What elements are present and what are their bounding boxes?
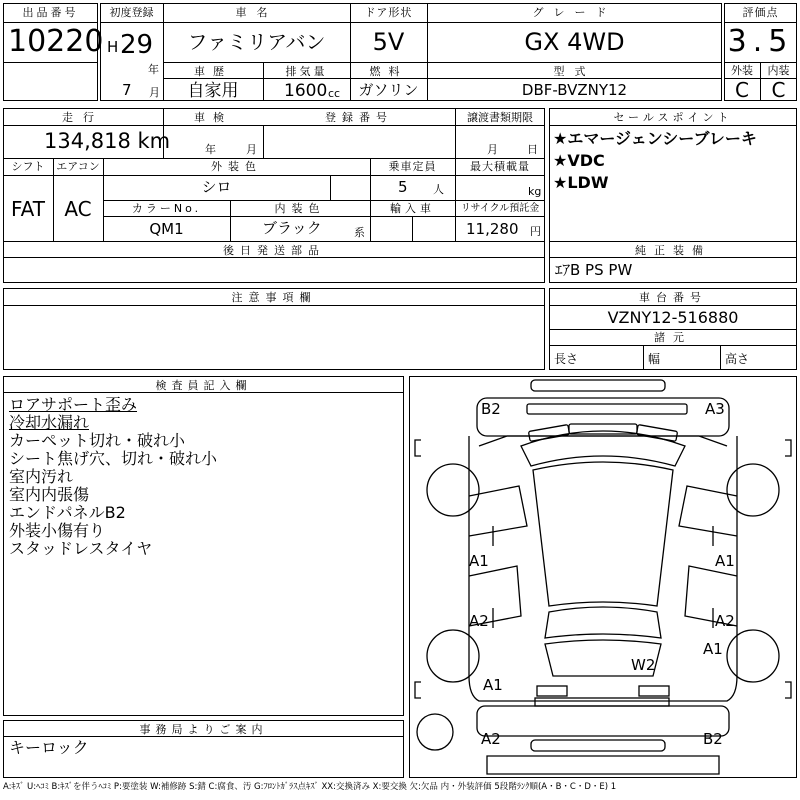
mileage-label: 走行 (62, 111, 104, 124)
capacity: 5 (398, 178, 408, 196)
damage-mark: A2 (715, 612, 735, 630)
inspector-line: カーペット切れ・破れ小 (9, 431, 186, 450)
legend: A:ｷｽﾞ U:ﾍｺﾐ B:ｷｽﾞを伴うﾍｺﾐ P:要塗装 W:補修跡 S:錆 C:腐食、汚 G:ﾌﾛﾝﾄｶﾞﾗｽ点ｷｽﾞ XX:交換済み X:要交換 欠:欠品 内・外装評価 5段階ﾗﾝｸ順(A・B・C・D・E) 1 (3, 782, 617, 792)
lot-number-label: 出品番号 (22, 6, 79, 19)
inspector-line: スタッドレスタイヤ (9, 539, 153, 558)
office-note: キーロック (9, 738, 89, 757)
mileage: 134,818 km (44, 129, 171, 153)
lot-number: 10220 (8, 24, 104, 59)
roof (533, 462, 673, 606)
office-label: 事務局よりご案内 (139, 723, 268, 736)
damage-mark: B2 (703, 730, 723, 748)
damage-mark: A1 (703, 640, 723, 658)
damage-mark: B2 (481, 400, 501, 418)
width-label: 幅 (648, 352, 661, 366)
transfer-day-unit: 日 (527, 143, 538, 156)
model: DBF-BVZNY12 (521, 81, 628, 99)
grade: GX 4WD (524, 28, 625, 56)
inspector-label: 検査員記入欄 (155, 379, 252, 392)
damage-mark: W2 (631, 656, 656, 674)
int-color-suffix: 系 (354, 226, 365, 239)
car-name: ファミリアバン (187, 30, 326, 54)
inspector-line: 室内内張傷 (9, 485, 90, 504)
body-outline (469, 436, 737, 701)
notes-label: 注意事項欄 (231, 291, 317, 304)
model-label: 型式 (553, 65, 596, 78)
month-unit: 月 (149, 86, 160, 99)
ac: AC (64, 197, 92, 221)
damage-mark: A2 (469, 612, 489, 630)
inspector-line: 室内汚れ (9, 467, 74, 486)
damage-mark: A3 (705, 400, 725, 418)
damage-mark: A2 (481, 730, 501, 748)
fuel: ガソリン (358, 81, 419, 99)
era: H (107, 38, 119, 56)
wheel-rear-right (727, 630, 779, 682)
rear-bumper-box (477, 706, 729, 736)
ext-grade-label: 外装 (731, 64, 753, 77)
inspection-month-unit: 月 (246, 143, 257, 156)
int-grade: C (771, 78, 786, 102)
sales-points-label: セールスポイント (613, 111, 733, 124)
import-label: 輸入車 (390, 202, 435, 215)
color-no: QM1 (149, 220, 184, 238)
chassis-label: 車台番号 (639, 291, 707, 304)
inspector-line: ロアサポート歪み (9, 395, 138, 414)
ext-grade: C (735, 78, 749, 102)
damage-mark: A1 (483, 676, 503, 694)
wheel-front-left (427, 464, 479, 516)
regno-label: 登録番号 (325, 111, 393, 124)
length-label: 長さ (554, 352, 579, 366)
displacement: 1600 (284, 81, 328, 101)
front-bumper-top (531, 380, 665, 391)
history-label: 車歴 (194, 65, 232, 78)
equipment-label: 純正装備 (635, 244, 711, 257)
car-diagram (409, 376, 797, 778)
load-label: 最大積載量 (470, 160, 530, 173)
inspector-line: エンドパネルB2 (9, 503, 126, 522)
color-label: 外装色 (211, 160, 262, 173)
history: 自家用 (187, 81, 239, 101)
damage-mark: A1 (469, 552, 489, 570)
score: 3.5 (727, 24, 794, 59)
month: 7 (122, 81, 132, 99)
rear-bumper (531, 740, 665, 751)
sales-point-item: ★エマージェンシーブレーキ (553, 129, 757, 148)
transfer-month-unit: 月 (487, 143, 498, 156)
damage-mark: A1 (715, 552, 735, 570)
inspector-notes (9, 396, 217, 558)
recycle-unit: 円 (530, 225, 541, 238)
wheel-front-right (727, 464, 779, 516)
door-label: ドア形状 (364, 6, 413, 19)
displacement-unit: cc (328, 87, 341, 100)
load-unit: kg (528, 185, 542, 198)
car-name-label: 車名 (235, 6, 278, 19)
capacity-label: 乗車定員 (388, 160, 437, 173)
shift-label: シフト (11, 160, 45, 173)
first-reg-label: 初度登録 (109, 6, 154, 19)
height-label: 高さ (725, 352, 750, 366)
color: シロ (201, 178, 232, 196)
score-label: 評価点 (742, 6, 779, 19)
sales-point-item: ★LDW (553, 173, 609, 192)
inspector-line: シート焦げ穴、切れ・破れ小 (9, 449, 218, 468)
year: 29 (120, 30, 154, 60)
sales-point-item: ★VDC (553, 151, 605, 170)
inspector-line: 冷却水漏れ (9, 413, 90, 432)
displacement-label: 排気量 (285, 65, 328, 78)
door: 5V (372, 28, 405, 56)
spare-wheel (417, 714, 453, 750)
inspector-line: 外装小傷有り (9, 521, 106, 540)
recycle-label: リサイクル預託金 (460, 203, 540, 214)
int-grade-label: 内装 (767, 64, 790, 77)
chassis-number: VZNY12-516880 (607, 308, 739, 327)
transfer-label: 譲渡書類期限 (467, 111, 533, 124)
shift: FAT (10, 197, 45, 221)
ac-label: エアコン (56, 160, 100, 173)
equipment: ｴｱB PS PW (555, 261, 633, 279)
later-parts-label: 後日発送部品 (223, 244, 325, 257)
inspection-label: 車検 (194, 111, 232, 124)
fuel-label: 燃料 (369, 65, 408, 78)
rear-window (545, 607, 661, 638)
dims-label: 諸元 (654, 331, 692, 344)
grade-label: グレード (532, 6, 617, 19)
capacity-unit: 人 (433, 183, 444, 196)
color-no-label: カラーNo. (131, 202, 202, 215)
year-unit: 年 (148, 63, 159, 76)
wheel-rear-left (427, 630, 479, 682)
int-color: ブラック (262, 219, 322, 237)
inspection-year-unit: 年 (205, 143, 216, 156)
int-color-label: 内装色 (274, 202, 326, 215)
recycle: 11,280 (466, 220, 519, 238)
